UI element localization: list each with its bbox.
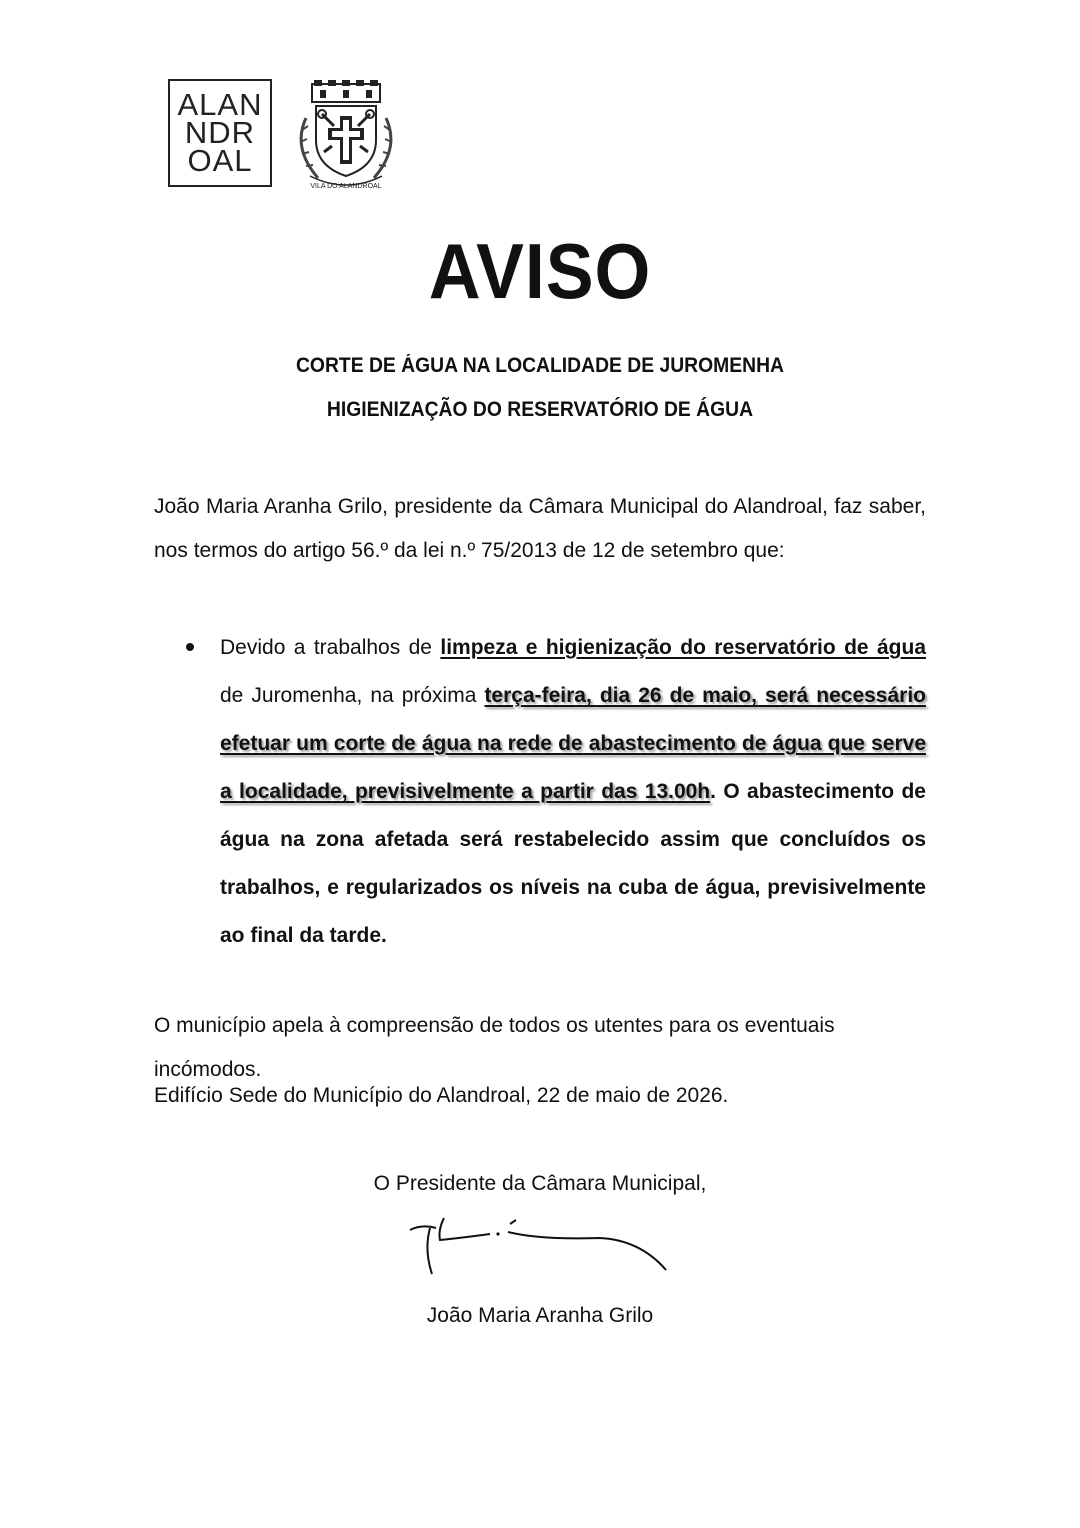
bullet-dot-icon — [186, 643, 194, 651]
bullet-part-3: de Juromenha, na próxima — [220, 684, 485, 707]
bullet-part-cleaning: limpeza e higienização do reservatório de água — [440, 636, 926, 659]
crest-ribbon-text: VILA DO ALANDROAL — [310, 183, 382, 190]
logo-line-2: NDR — [184, 115, 256, 150]
logo-line-3: OAL — [187, 143, 253, 178]
municipal-crest-icon — [288, 78, 404, 194]
bullet-text — [220, 624, 926, 960]
bullet-part-schedule: terça-feira, dia 26 de maio, será necessário efetuar um corte de água na rede de abastecimento de água que serve a localidade, previsivelmente a partir das 13.00h — [220, 684, 926, 803]
subtitle-water-cut: CORTE DE ÁGUA NA LOCALIDADE DE JUROMENHA — [295, 354, 785, 377]
intro-line-1: João Maria Aranha Grilo, presidente da Câmara Municipal do Alandroal, faz saber, — [154, 495, 926, 518]
bullet-part-1: Devido a trabalhos de — [220, 636, 441, 659]
signatory-role: O Presidente da Câmara Municipal, — [373, 1172, 707, 1195]
place-date: Edifício Sede do Município do Alandroal, 22 de maio de 2026. — [154, 1084, 729, 1107]
appeal-text: O município apela à compreensão de todos os utentes para os eventuais incómodos. — [154, 1014, 835, 1081]
handwritten-signature — [400, 1210, 680, 1290]
page-title: AVISO — [428, 227, 652, 315]
bullet-part-5: . O abastecimento de água na zona afetada será restabelecido assim que concluídos os trabalhos, e regularizados os níveis na cuba de água, previsivelmente ao final da tarde. — [220, 780, 926, 947]
signatory-name: João Maria Aranha Grilo — [426, 1304, 654, 1327]
alandroal-logo — [168, 79, 272, 187]
logo-line-1: ALAN — [177, 87, 263, 122]
subtitle-reservoir: HIGIENIZAÇÃO DO RESERVATÓRIO DE ÁGUA — [326, 398, 754, 421]
intro-line-2: nos termos do artigo 56.º da lei n.º 75/2013 de 12 de setembro que: — [154, 539, 785, 562]
